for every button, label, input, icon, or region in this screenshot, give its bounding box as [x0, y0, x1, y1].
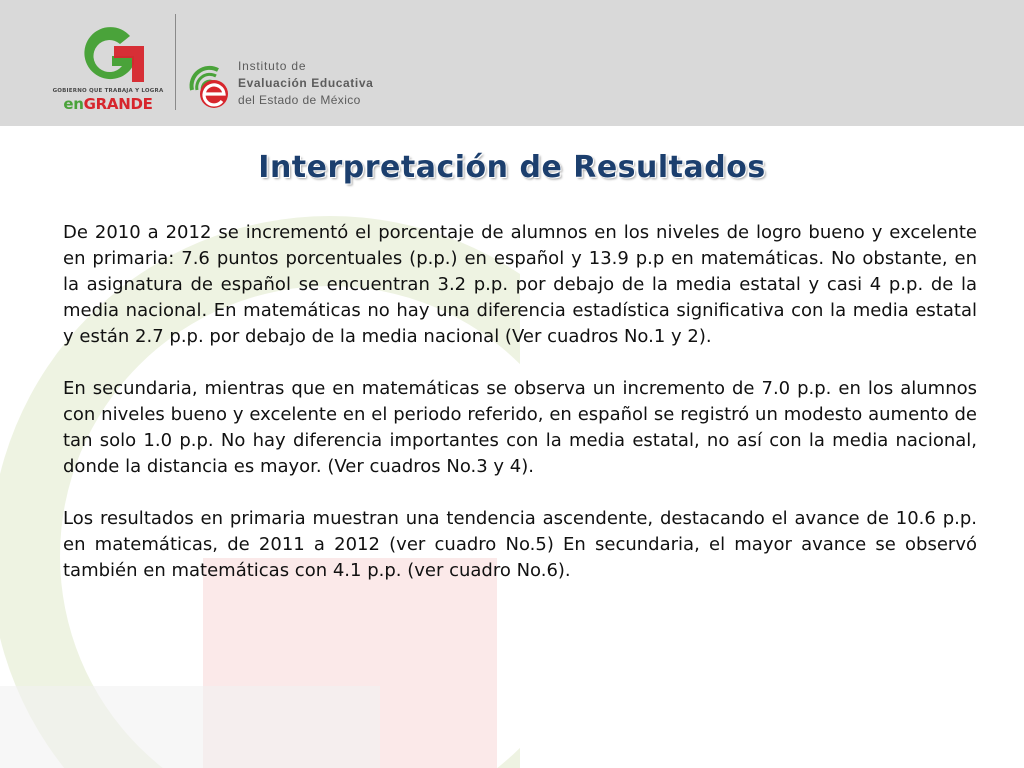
institute-line-2: Evaluación Educativa: [238, 76, 374, 90]
institute-line-1: Instituto de: [238, 59, 307, 73]
body-text: [63, 220, 977, 610]
logo-en: en: [63, 95, 84, 113]
logo-divider: [175, 14, 176, 110]
ieeem-e-logo-icon: [182, 60, 234, 110]
institute-name: [238, 58, 373, 109]
gobierno-en-grande-logo: [48, 22, 168, 118]
g-logo-icon: [74, 22, 146, 88]
paragraph-secundaria: En secundaria, mientras que en matemáticas se observa un incremento de 7.0 p.p. en los alumnos con niveles bueno y excelente en el periodo referido, en español se registró un modesto aumento de tan solo 1.0 p.p. No hay diferencia importantes con la media estatal, no así con la media nacional, donde la distancia es mayor. (Ver cuadros No.3 y 4).: [63, 378, 977, 477]
paragraph-tendencia: Los resultados en primaria muestran una tendencia ascendente, destacando el avance de 10.6 p.p. en matemáticas, de 2011 a 2012 (ver cuadro No.5) En secundaria, el mayor avance se observó también en matemáticas con 4.1 p.p. (ver cuadro No.6).: [63, 508, 977, 581]
logo-wordmark: [48, 95, 168, 113]
logo-tagline: GOBIERNO QUE TRABAJA Y LOGRA: [52, 88, 164, 94]
logo-grande: GRANDE: [83, 95, 153, 113]
header-banner: [0, 0, 1024, 126]
page-title: Interpretación de Resultados: [258, 150, 766, 185]
institute-line-3: del Estado de México: [238, 93, 361, 107]
paragraph-primaria: De 2010 a 2012 se incrementó el porcentaje de alumnos en los niveles de logro bueno y excelente en primaria: 7.6 puntos porcentuales (p.p.) en español y 13.9 p.p en matemáticas. No obstante, en la asignatura de español se encuentran 3.2 p.p. por debajo de la media estatal y casi 4 p.p. de la media nacional. En matemáticas no hay una diferencia estadística significativa con la media estatal y están 2.7 p.p. por debajo de la media nacional (Ver cuadros No.1 y 2).: [63, 222, 977, 347]
